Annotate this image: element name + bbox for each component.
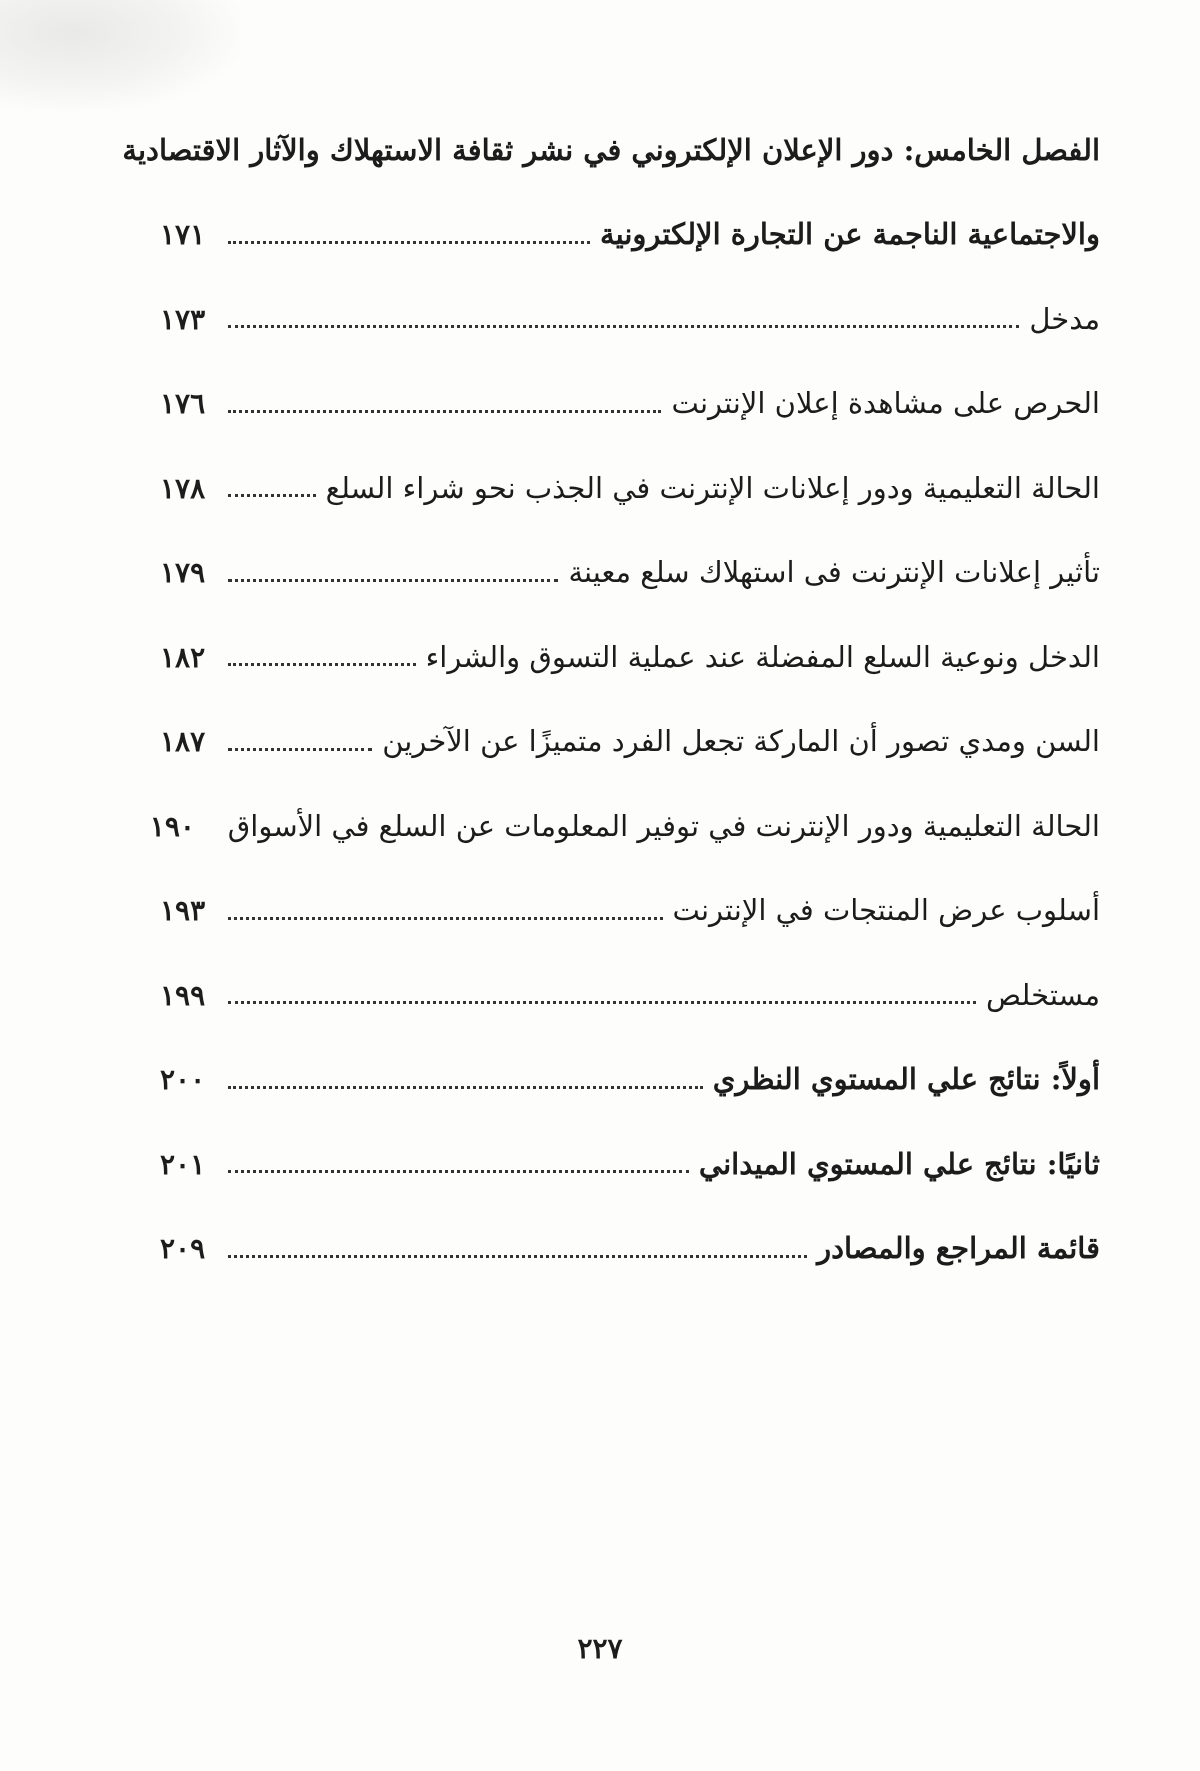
toc-entry-page: ٢٠٠	[160, 1063, 206, 1096]
toc-entry-page: ١٧١	[160, 218, 206, 251]
dot-leader	[228, 494, 316, 497]
toc-entry	[160, 468, 1100, 508]
toc-entry-title: السن ومدي تصور أن الماركة تجعل الفرد متميزًا عن الآخرين	[382, 724, 1100, 758]
page-number: ٢٢٧	[577, 1632, 623, 1665]
chapter-heading: الفصل الخامس: دور الإعلان الإلكتروني في نشر ثقافة الاستهلاك والآثار الاقتصادية	[122, 133, 1100, 167]
dot-leader	[228, 1255, 807, 1258]
dot-leader	[228, 1001, 976, 1004]
toc-entry-page: ١٩٠	[149, 809, 195, 843]
toc-entry-title: تأثير إعلانات الإنترنت فى استهلاك سلع معينة	[568, 555, 1100, 589]
toc-entry	[160, 721, 1100, 761]
toc-entry	[160, 1144, 1100, 1184]
toc-entry-page: ١٧٨	[160, 471, 206, 505]
dot-leader	[228, 1170, 689, 1173]
toc-entry-title: مستخلص	[985, 977, 1100, 1012]
dot-leader	[228, 748, 372, 751]
dot-leader	[228, 579, 558, 582]
toc-entry-page: ٢٠٩	[160, 1232, 206, 1265]
toc-entry-title: قائمة المراجع والمصادر	[817, 1231, 1100, 1265]
scan-shadow	[0, 0, 240, 110]
toc-entry-title: أولاً: نتائج علي المستوي النظري	[712, 1062, 1100, 1096]
table-of-contents	[122, 130, 1100, 1313]
dot-leader	[228, 663, 416, 666]
toc-entry-page: ١٧٣	[160, 302, 206, 336]
toc-entry	[160, 1228, 1100, 1268]
toc-entry-page: ١٩٣	[160, 894, 206, 927]
toc-entry-title: ثانيًا: نتائج علي المستوي الميداني	[698, 1146, 1100, 1181]
toc-entry-page: ١٩٩	[160, 978, 206, 1012]
toc-entry-page: ١٨٧	[160, 725, 206, 758]
toc-entry-title: مدخل	[1029, 301, 1100, 336]
toc-entry-page: ١٧٦	[160, 387, 206, 420]
dot-leader	[228, 410, 661, 413]
toc-entry-title: الحرص على مشاهدة إعلان الإنترنت	[671, 386, 1100, 420]
toc-entry-page: ١٧٩	[160, 556, 206, 589]
toc-entry	[160, 214, 1100, 254]
toc-entry-title: الحالة التعليمية ودور إعلانات الإنترنت في الجذب نحو شراء السلع	[325, 470, 1100, 505]
toc-entry-title: الدخل ونوعية السلع المفضلة عند عملية التسوق والشراء	[425, 639, 1100, 674]
toc-entry	[160, 1059, 1100, 1099]
dot-leader	[228, 917, 663, 920]
toc-entry-page: ٢٠١	[160, 1147, 206, 1181]
dot-leader	[228, 325, 1019, 328]
toc-entry-title: الحالة التعليمية ودور الإنترنت في توفير المعلومات عن السلع في الأسواق	[227, 808, 1100, 843]
toc-entry	[160, 383, 1100, 423]
toc-entry	[160, 299, 1100, 339]
toc-entry	[160, 890, 1100, 930]
dot-leader	[228, 241, 590, 244]
toc-entry	[149, 806, 1100, 846]
dot-leader	[228, 1086, 703, 1089]
toc-entry	[160, 637, 1100, 677]
toc-entry-title: أسلوب عرض المنتجات في الإنترنت	[672, 893, 1100, 927]
toc-entry	[160, 975, 1100, 1015]
toc-entry-title: والاجتماعية الناجمة عن التجارة الإلكترونية	[600, 217, 1100, 251]
toc-entry	[160, 552, 1100, 592]
toc-entry-page: ١٨٢	[160, 640, 206, 674]
